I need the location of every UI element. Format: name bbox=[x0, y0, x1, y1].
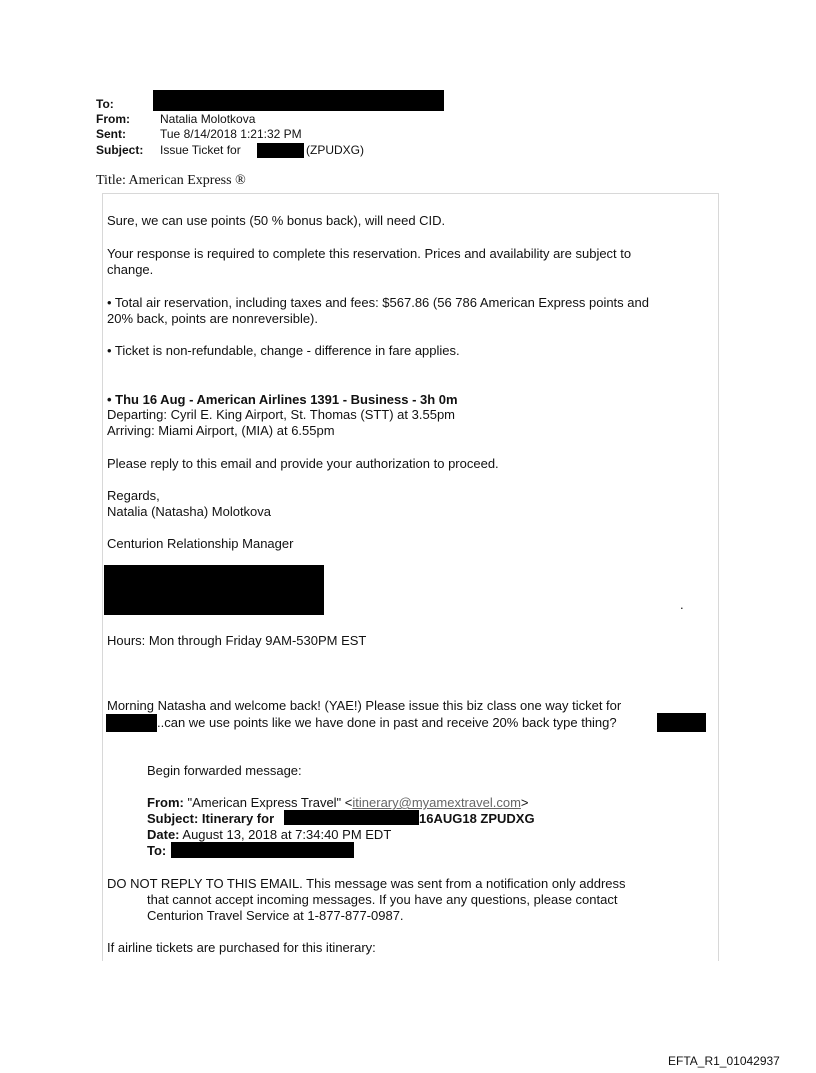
redaction-morning-name bbox=[106, 714, 157, 732]
forwarded-from-row bbox=[147, 795, 529, 811]
office-hours: Hours: Mon through Friday 9AM-530PM EST bbox=[107, 633, 367, 648]
document-id: EFTA_R1_01042937 bbox=[668, 1054, 780, 1068]
forwarded-subject-suffix: 16AUG18 ZPUDXG bbox=[419, 811, 535, 826]
flight-arriving: Arriving: Miami Airport, (MIA) at 6.55pm bbox=[107, 423, 335, 438]
body-paragraph-points: Sure, we can use points (50 % bonus back), will need CID. bbox=[107, 213, 446, 228]
redaction-subject bbox=[257, 143, 304, 158]
from-value: Natalia Molotkova bbox=[160, 112, 256, 126]
message-frame-right bbox=[718, 193, 719, 961]
message-frame-top bbox=[102, 193, 719, 194]
forwarded-intro: Begin forwarded message: bbox=[147, 763, 302, 778]
signer-name: Natalia (Natasha) Molotkova bbox=[107, 504, 272, 519]
sent-value: Tue 8/14/2018 1:21:32 PM bbox=[160, 127, 302, 141]
morning-line-1: Morning Natasha and welcome back! (YAE!) Please issue this biz class one way ticket for bbox=[107, 698, 622, 713]
body-paragraph-response-1: Your response is required to complete this reservation. Prices and availability are subject to bbox=[107, 246, 632, 261]
notice-line-3: Centurion Travel Service at 1-877-877-0987. bbox=[147, 908, 404, 923]
forwarded-date-label: Date: bbox=[147, 827, 180, 842]
redaction-forwarded-to bbox=[171, 842, 354, 858]
airline-tickets-line: If airline tickets are purchased for this itinerary: bbox=[107, 940, 376, 955]
subject-suffix: (ZPUDXG) bbox=[306, 143, 364, 157]
from-label: From: bbox=[96, 112, 130, 126]
notice-line-1: DO NOT REPLY TO THIS EMAIL. This message was sent from a notification only address bbox=[107, 876, 626, 891]
body-paragraph-response-2: change. bbox=[107, 262, 154, 277]
forwarded-from-label: From: bbox=[147, 795, 184, 810]
title-line: Title: American Express ® bbox=[96, 173, 246, 188]
redaction-morning-end bbox=[657, 713, 706, 732]
redaction-to bbox=[153, 90, 444, 111]
flight-heading: • Thu 16 Aug - American Airlines 1391 - Business - 3h 0m bbox=[107, 392, 458, 407]
forwarded-from-value: "American Express Travel" < bbox=[183, 795, 353, 810]
forwarded-from-email-link[interactable]: itinerary@myamextravel.com bbox=[352, 795, 521, 810]
subject-prefix: Issue Ticket for bbox=[160, 143, 241, 157]
message-frame-left bbox=[102, 193, 103, 961]
morning-line-2: ..can we use points like we have done in past and receive 20% back type thing? bbox=[157, 715, 617, 730]
reply-request: Please reply to this email and provide your authorization to proceed. bbox=[107, 456, 499, 471]
to-label: To: bbox=[96, 97, 114, 111]
flight-departing: Departing: Cyril E. King Airport, St. Thomas (STT) at 3.55pm bbox=[107, 407, 455, 422]
regards: Regards, bbox=[107, 488, 160, 503]
forwarded-to-label: To: bbox=[147, 843, 167, 858]
sent-label: Sent: bbox=[96, 127, 126, 141]
body-bullet-refund: • Ticket is non-refundable, change - difference in fare applies. bbox=[107, 343, 460, 358]
redaction-signature-block bbox=[104, 565, 324, 615]
redaction-forwarded-subject bbox=[284, 810, 419, 825]
body-bullet-total-1: • Total air reservation, including taxes and fees: $567.86 (56 786 American Express points and bbox=[107, 295, 649, 310]
forwarded-subject-label: Subject: Itinerary for bbox=[147, 811, 275, 826]
forwarded-date-value: August 13, 2018 at 7:34:40 PM EDT bbox=[179, 827, 392, 842]
body-bullet-total-2: 20% back, points are nonreversible). bbox=[107, 311, 319, 326]
forwarded-from-close: > bbox=[520, 795, 529, 810]
subject-label: Subject: bbox=[96, 143, 144, 157]
notice-line-2: that cannot accept incoming messages. If you have any questions, please contact bbox=[147, 892, 618, 907]
signer-title: Centurion Relationship Manager bbox=[107, 536, 294, 551]
stray-dot: . bbox=[680, 597, 684, 612]
forwarded-date-row bbox=[147, 827, 391, 843]
